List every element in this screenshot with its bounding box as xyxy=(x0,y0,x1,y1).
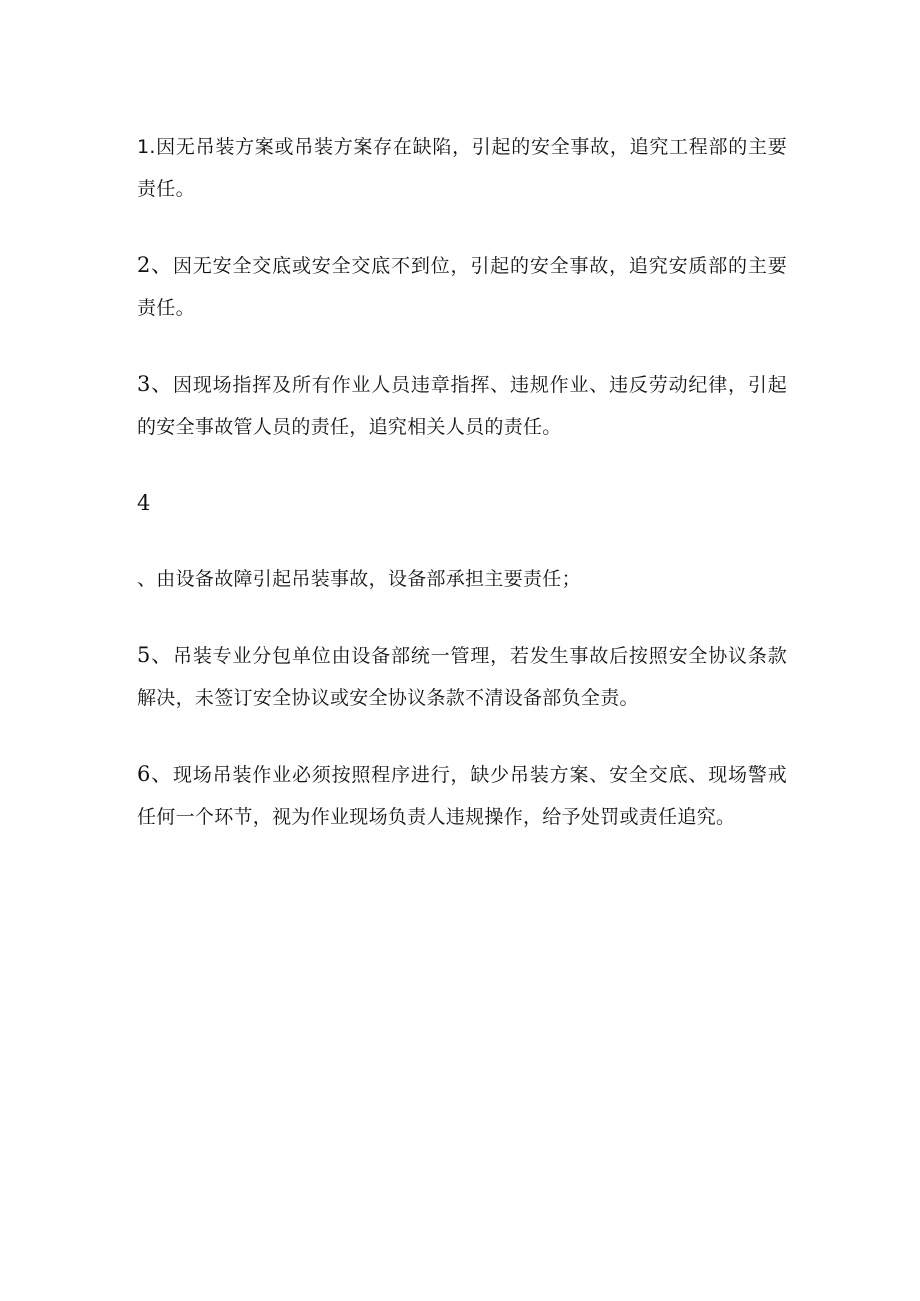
document-body xyxy=(137,126,787,872)
clause-number: 1. xyxy=(137,136,156,158)
clause-2 xyxy=(137,244,787,329)
clause-4-number xyxy=(137,482,787,524)
clause-number: 4 xyxy=(137,491,151,515)
clause-number: 3、 xyxy=(137,372,174,396)
clause-text: 吊装专业分包单位由设备部统一管理，若发生事故后按照安全协议条款解决，未签订安全协议或安全协议条款不清设备部负全责。 xyxy=(137,645,787,709)
clause-number: 2、 xyxy=(137,253,174,277)
clause-5 xyxy=(137,634,787,719)
clause-number: 5、 xyxy=(137,643,174,667)
clause-text: 因无吊装方案或吊装方案存在缺陷，引起的安全事故，追究工程部的主要责任。 xyxy=(137,136,787,200)
clause-text: 因无安全交底或安全交底不到位，引起的安全事故，追究安质部的主要责任。 xyxy=(137,255,787,319)
clause-number: 6、 xyxy=(137,762,174,786)
clause-3 xyxy=(137,363,787,448)
clause-text: 现场吊装作业必须按照程序进行，缺少吊装方案、安全交底、现场警戒任何一个环节，视为作业现场负责人违规操作，给予处罚或责任追究。 xyxy=(137,764,787,828)
clause-4 xyxy=(137,558,787,600)
clause-1 xyxy=(137,126,787,210)
clause-text: 因现场指挥及所有作业人员违章指挥、违规作业、违反劳动纪律，引起的安全事故管人员的责任，追究相关人员的责任。 xyxy=(137,374,787,438)
clause-text: 、由设备故障引起吊装事故，设备部承担主要责任； xyxy=(137,568,581,590)
clause-6 xyxy=(137,753,787,838)
